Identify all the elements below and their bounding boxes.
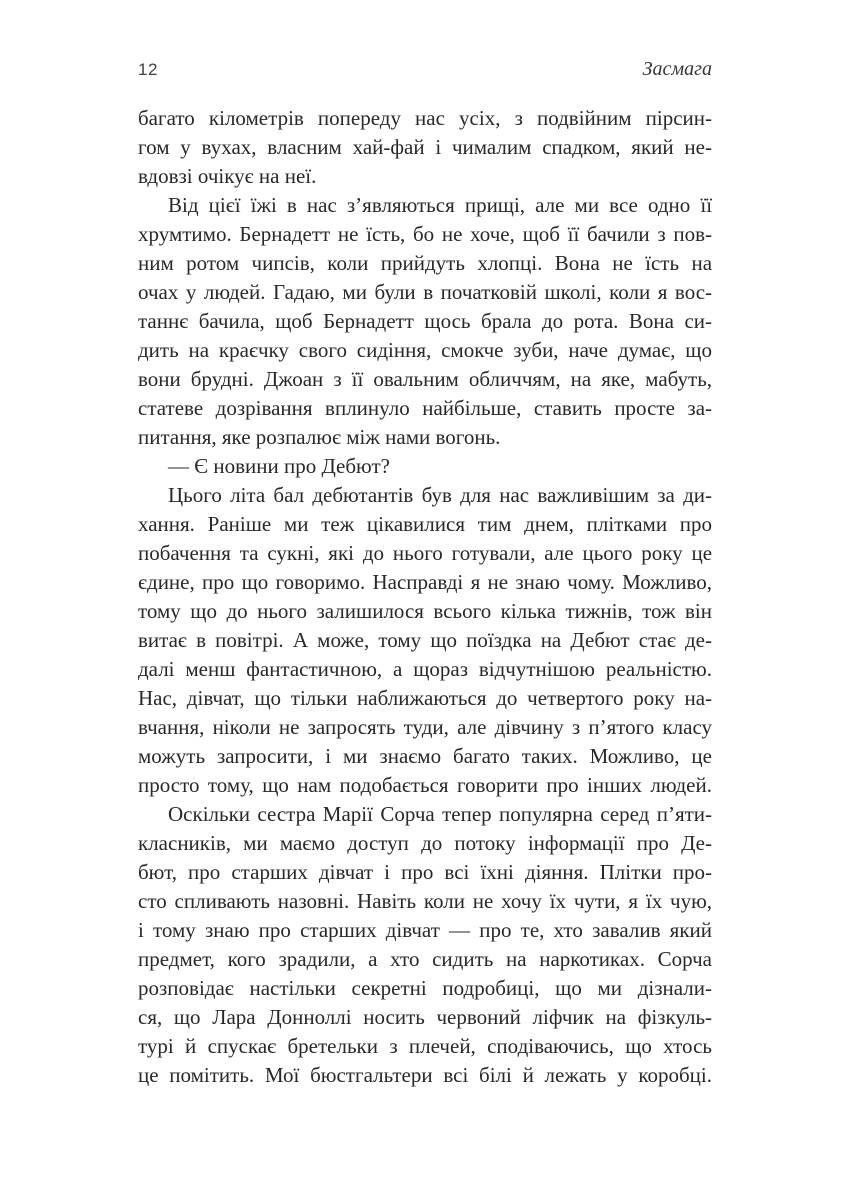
text-line: хання. Раніше ми теж цікавилися тим днем, плітками про — [138, 512, 713, 536]
text-line: тому що до нього залишилося всього кілька тижнів, тож він — [138, 599, 712, 623]
text-line: Оскільки сестра Марії Сорча тепер популярна серед п’яти- — [168, 802, 713, 826]
paragraph — [138, 191, 712, 452]
page-number: 12 — [138, 60, 158, 79]
text-line: Нас, дівчат, що тільки наближаються до четвертого року на- — [138, 686, 713, 710]
text-line: хрумтимо. Бернадетт не їсть, бо не хоче, щоб її бачили з пов- — [138, 222, 712, 246]
text-line: багато кілометрів попереду нас усіх, з подвійним пірсин- — [138, 106, 713, 130]
text-line: побачення та сукні, які до нього готували, але цього року це — [138, 541, 713, 565]
text-line: витає в повітрі. А може, тому що поїздка на Дебют стає де- — [138, 628, 712, 652]
text-line: таннє бачила, щоб Бернадетт щось брала до рота. Вона си- — [138, 309, 713, 333]
text-line: бют, про старших дівчат і про всі їхні діяння. Плітки про- — [138, 860, 713, 884]
text-line: вдовзі очікує на неї. — [138, 164, 317, 188]
running-head — [138, 58, 712, 82]
paragraph — [138, 104, 712, 191]
text-line: просто тому, що нам подобається говорити про інших людей. — [138, 773, 712, 797]
text-line: Від цієї їжі в нас з’являються прищі, але ми все одно її — [168, 193, 713, 217]
paragraph — [138, 800, 712, 1090]
text-line: це помітить. Мої бюстгальтери всі білі й лежать у коробці. — [138, 1063, 712, 1087]
text-line: вчання, ніколи не запросять туди, але дівчину з п’ятого класу — [138, 715, 713, 739]
text-line: далі менш фантастичною, а щораз відчутнішою реальністю. — [138, 657, 712, 681]
text-line: і тому знаю про старших дівчат — про те, хто завалив який — [138, 918, 713, 942]
text-line: гом у вухах, власним хай-фай і чималим спадком, який не- — [138, 135, 712, 159]
text-line: вони брудні. Джоан з її овальним обличчям, на яке, мабуть, — [138, 367, 713, 391]
text-line: очах у людей. Гадаю, ми були в початковій школі, коли я вос- — [138, 280, 713, 304]
text-line: сто спливають назовні. Навіть коли не хочу їх чути, я їх чую, — [138, 889, 713, 913]
page-content — [138, 58, 712, 1090]
running-title: Засмага — [642, 58, 712, 80]
text-line: — Є новини про Дебют? — [168, 454, 390, 478]
text-line: класників, ми маємо доступ до потоку інформації про Де- — [138, 831, 712, 855]
text-block — [138, 104, 712, 1090]
text-line: статеве дозрівання вплинуло найбільше, ставить просте за- — [138, 396, 713, 420]
text-line: можуть запросити, і ми знаємо багато таких. Можливо, це — [138, 744, 712, 768]
text-line: турі й спускає бретельки з плечей, сподіваючись, що хтось — [138, 1034, 712, 1058]
text-line: ся, що Лара Донноллі носить червоний ліфчик на фізкуль- — [138, 1005, 713, 1029]
text-line: предмет, кого зрадили, а хто сидить на наркотиках. Сорча — [138, 947, 713, 971]
text-line: Цього літа бал дебютантів був для нас важливішим за ди- — [168, 483, 713, 507]
paragraph — [138, 481, 712, 800]
text-line: питання, яке розпалює між нами вогонь. — [138, 425, 501, 449]
text-line: дить на краєчку свого сидіння, смокче зуби, наче думає, що — [138, 338, 712, 362]
text-line: розповідає настільки секретні подробиці, що ми дізнали- — [138, 976, 712, 1000]
text-line: єдине, про що говоримо. Насправді я не знаю чому. Можливо, — [138, 570, 713, 594]
text-line: ним ротом чипсів, коли прийдуть хлопці. Вона не їсть на — [138, 251, 713, 275]
paragraph — [138, 452, 712, 481]
